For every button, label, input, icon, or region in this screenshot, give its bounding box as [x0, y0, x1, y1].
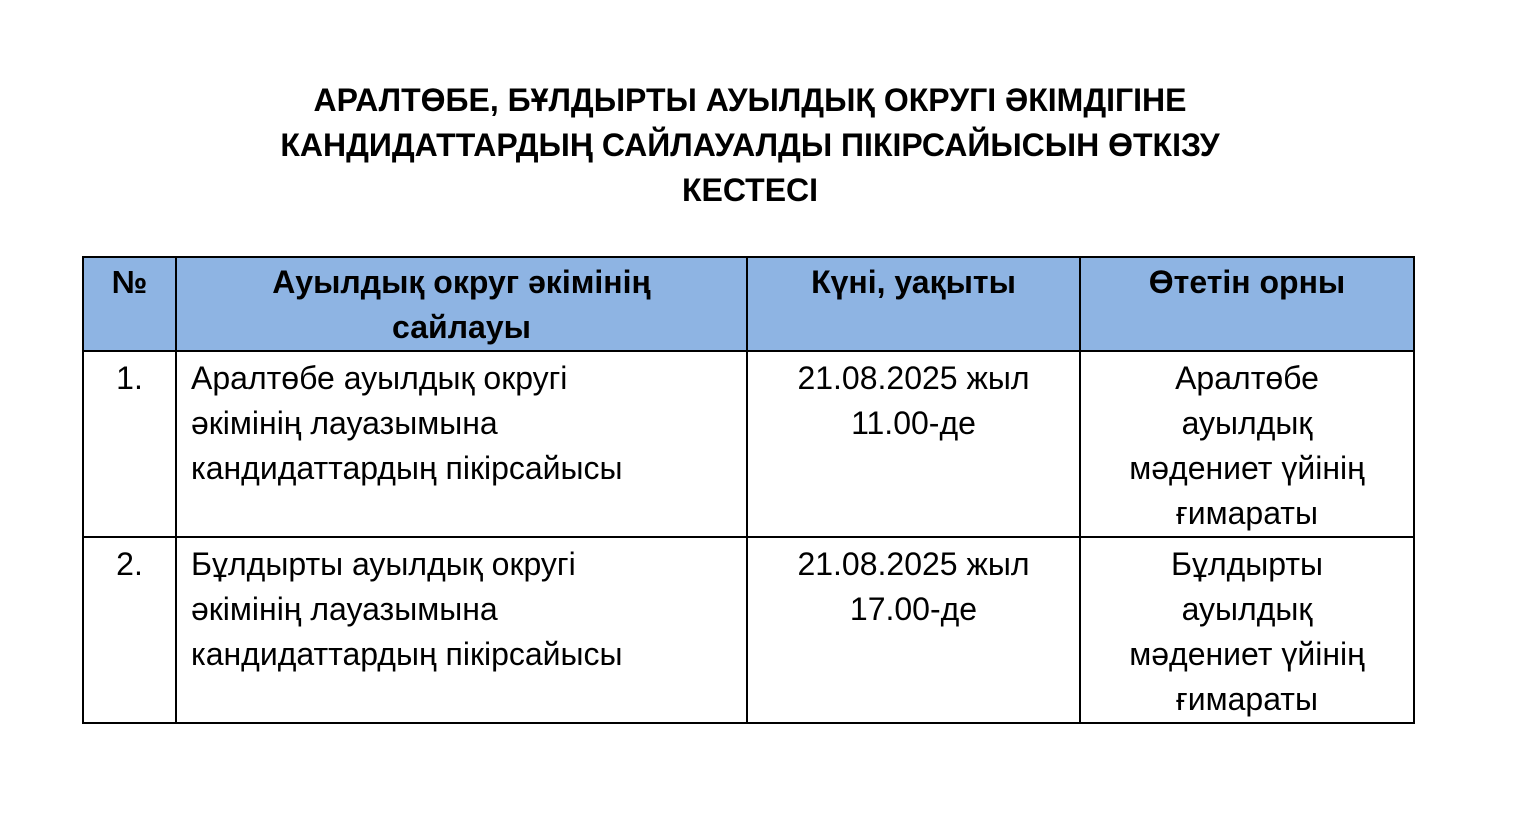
- place-line: ғимараты: [1176, 495, 1318, 531]
- row-number: 2.: [83, 537, 176, 723]
- election-line: Бұлдырты ауылдық округі: [191, 546, 576, 582]
- debate-schedule-table: [82, 256, 1415, 724]
- election-line: кандидаттардың пікірсайысы: [191, 636, 623, 672]
- table-row: [83, 537, 1414, 723]
- row-datetime: [747, 351, 1080, 537]
- table-row: [83, 351, 1414, 537]
- row-election: [176, 351, 747, 537]
- header-election-line-2: сайлауы: [392, 309, 531, 345]
- header-election-line-1: Ауылдық округ әкімінің: [272, 264, 651, 300]
- place-line: мәдениет үйінің: [1129, 450, 1365, 486]
- datetime-line: 21.08.2025 жыл: [797, 546, 1030, 582]
- row-datetime: [747, 537, 1080, 723]
- title-line-3: КЕСТЕСІ: [681, 172, 819, 208]
- header-place: Өтетін орны: [1080, 257, 1414, 351]
- title-line-1: АРАЛТӨБЕ, БҰЛДЫРТЫ АУЫЛДЫҚ ОКРУГІ ӘКІМДІГІНЕ: [313, 82, 1187, 118]
- row-number: 1.: [83, 351, 176, 537]
- election-line: әкімінің лауазымына: [191, 405, 498, 441]
- place-line: Аралтөбе: [1175, 360, 1319, 396]
- election-line: Аралтөбе ауылдық округі: [191, 360, 568, 396]
- place-line: ауылдық: [1181, 591, 1313, 627]
- row-election: [176, 537, 747, 723]
- row-place: [1080, 537, 1414, 723]
- place-line: Бұлдырты: [1170, 546, 1324, 582]
- datetime-line: 11.00-де: [851, 405, 976, 441]
- election-line: әкімінің лауазымына: [191, 591, 498, 627]
- datetime-line: 21.08.2025 жыл: [797, 360, 1030, 396]
- row-place: [1080, 351, 1414, 537]
- table-header-row: [83, 257, 1414, 351]
- title-line-2: КАНДИДАТТАРДЫҢ САЙЛАУАЛДЫ ПІКІРСАЙЫСЫН ӨТКІЗУ: [280, 127, 1220, 163]
- datetime-line: 17.00-де: [849, 591, 978, 627]
- header-datetime: Күні, уақыты: [747, 257, 1080, 351]
- election-line: кандидаттардың пікірсайысы: [191, 450, 623, 486]
- place-line: ғимараты: [1176, 681, 1318, 717]
- place-line: ауылдық: [1181, 405, 1313, 441]
- place-line: мәдениет үйінің: [1129, 636, 1365, 672]
- header-number: №: [83, 257, 176, 351]
- page-title: [0, 78, 1500, 213]
- header-election: [176, 257, 747, 351]
